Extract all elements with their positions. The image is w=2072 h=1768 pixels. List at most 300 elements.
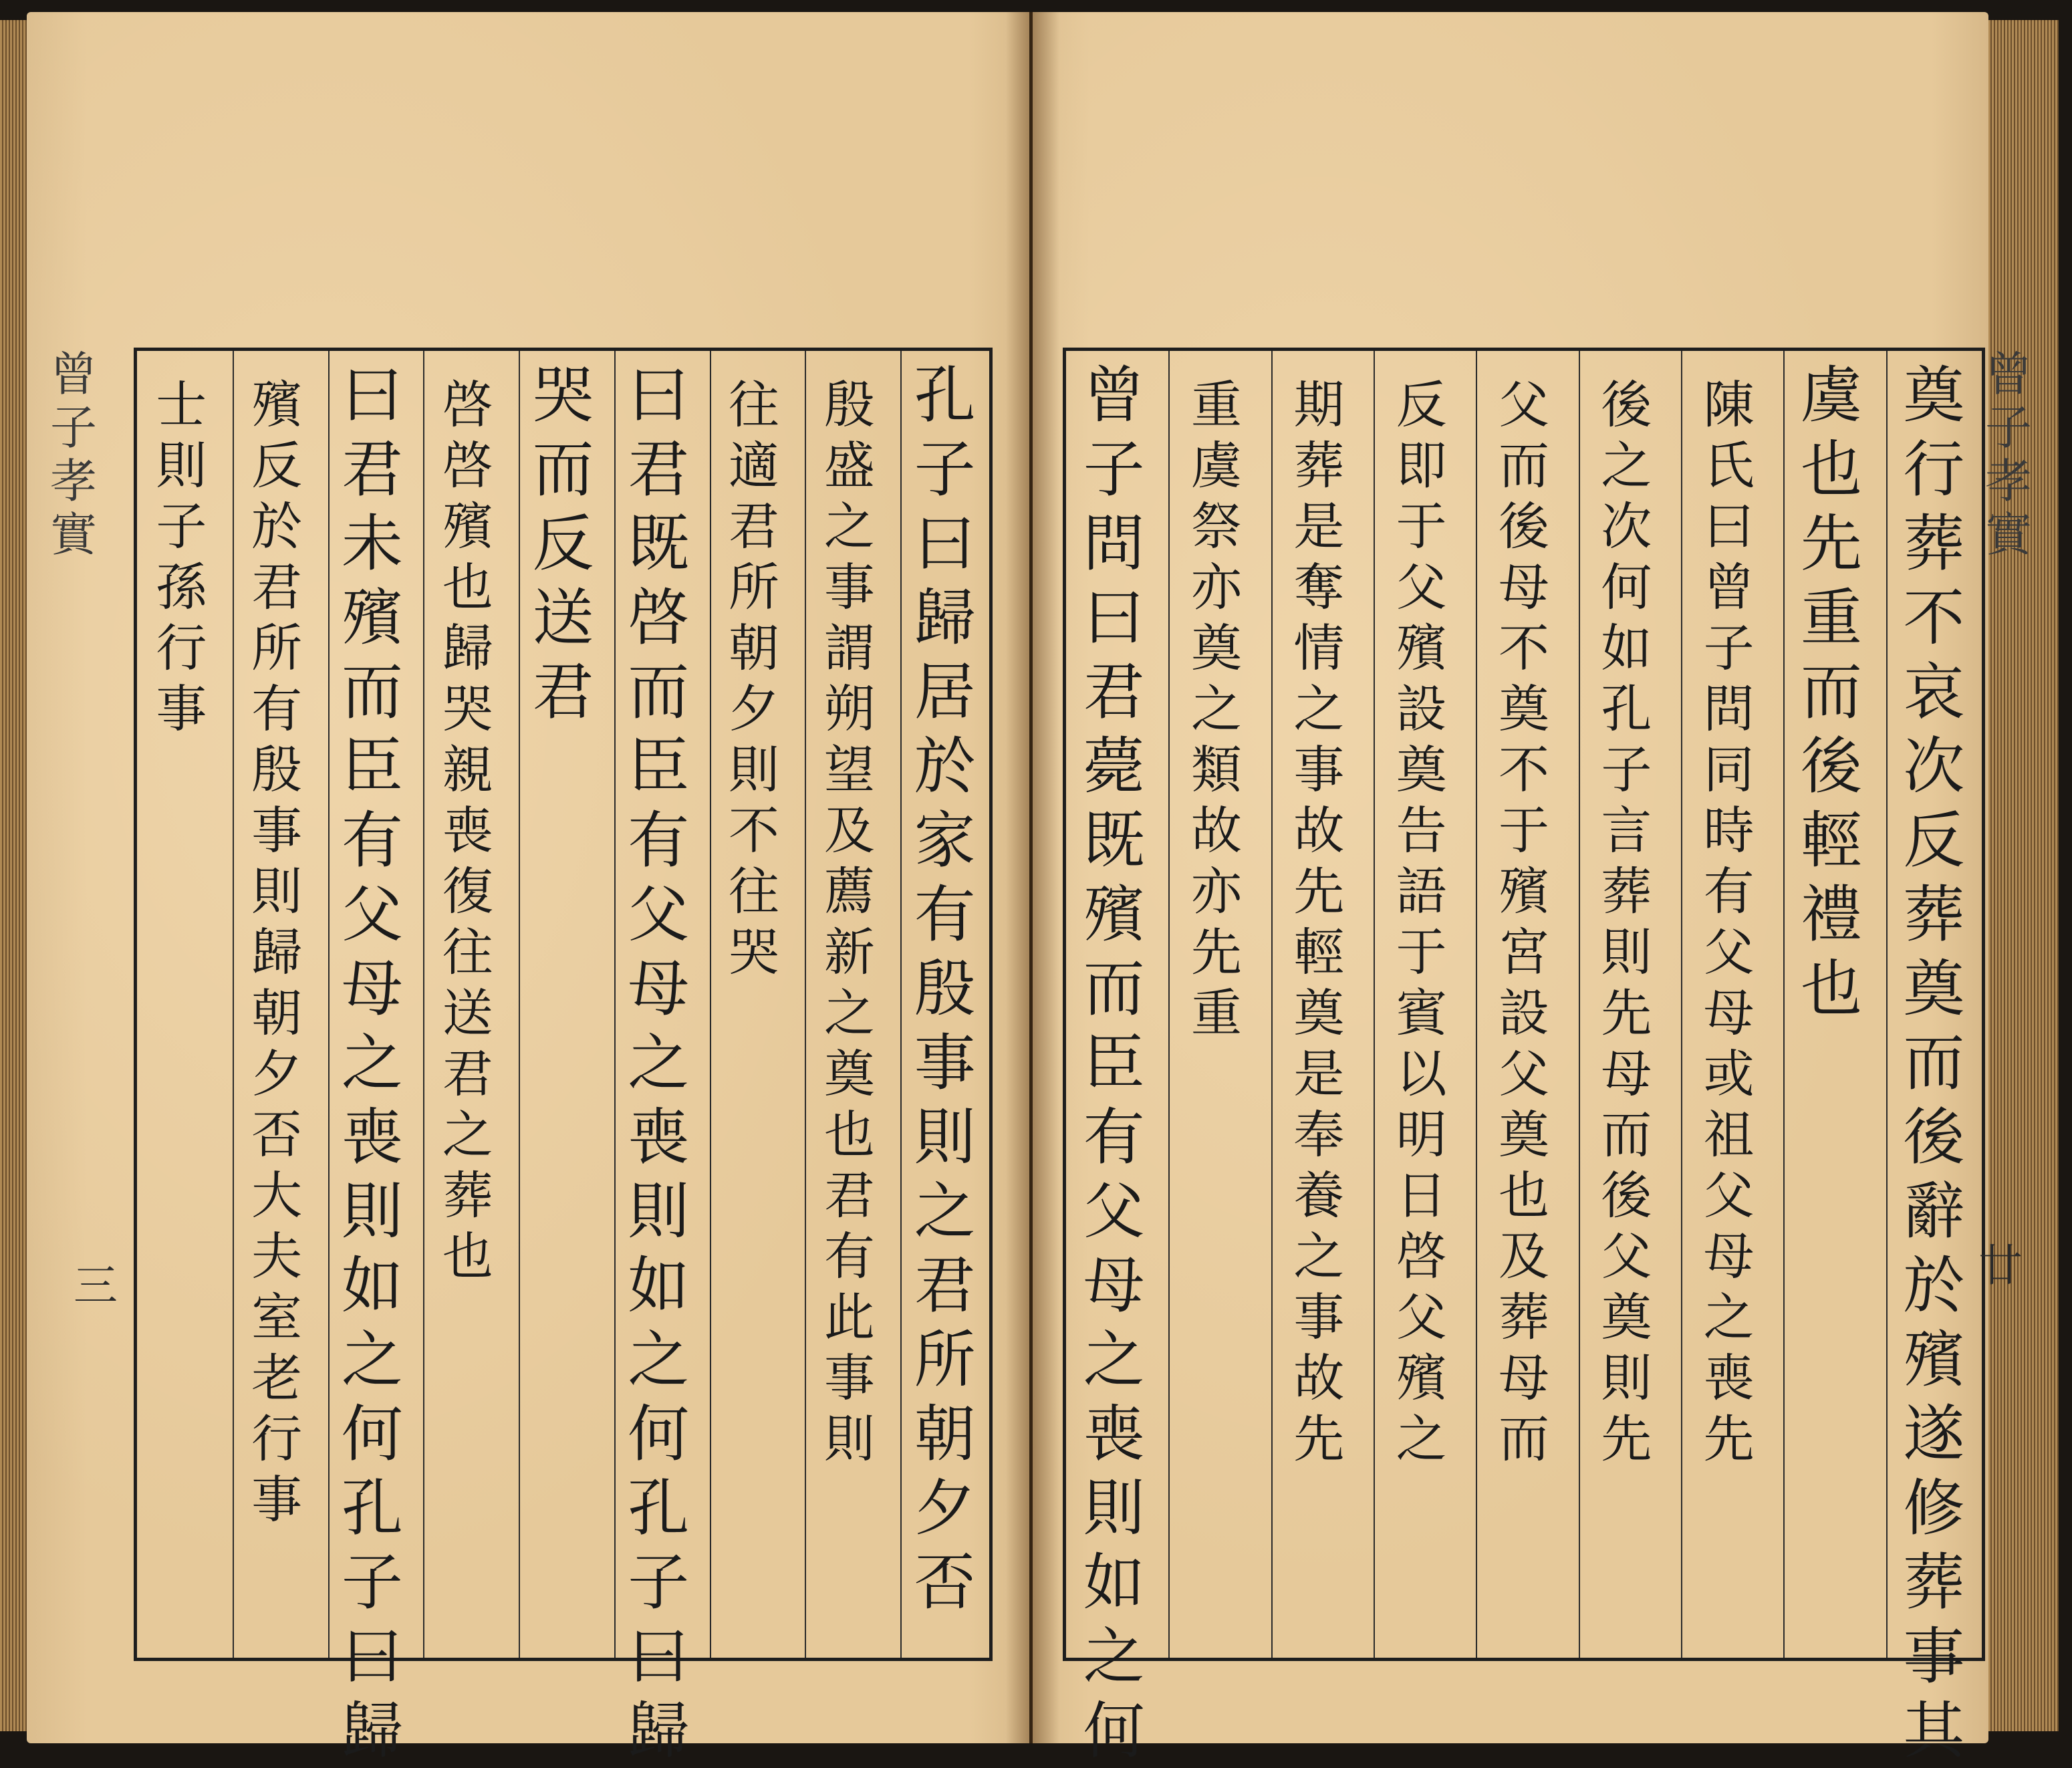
fold-glyph: 孝: [50, 454, 97, 509]
glyph: 期: [1293, 375, 1345, 434]
glyph: 設: [1498, 983, 1549, 1043]
text-column: [801, 374, 897, 1469]
glyph: 葬: [1293, 436, 1345, 495]
glyph: 子: [156, 497, 207, 556]
glyph: 祖: [1703, 1105, 1755, 1164]
glyph: 母: [1498, 557, 1549, 617]
glyph: 問: [1703, 679, 1755, 739]
glyph: 故: [1293, 1348, 1345, 1408]
glyph: 則: [1601, 1348, 1652, 1408]
glyph: 往: [442, 922, 493, 982]
glyph: 事: [251, 1470, 303, 1529]
glyph: 歸: [628, 1695, 690, 1767]
glyph: 奪: [1293, 557, 1345, 617]
glyph: 殯: [1396, 618, 1447, 678]
glyph: 亦: [1190, 557, 1242, 617]
glyph: 之: [1083, 1621, 1145, 1692]
glyph: 父: [341, 879, 403, 951]
glyph: 之: [1293, 1227, 1345, 1286]
right-fold-title: [1975, 348, 2042, 561]
glyph: 奉: [1293, 1105, 1345, 1164]
glyph: 之: [823, 497, 875, 556]
glyph: 子: [1703, 618, 1755, 678]
text-column: [1165, 374, 1267, 1043]
glyph: 望: [823, 740, 875, 799]
text-column: [897, 358, 993, 1620]
glyph: 殯: [341, 582, 403, 654]
glyph: 也: [442, 557, 493, 617]
glyph: 君: [628, 434, 690, 505]
glyph: 于: [1396, 922, 1447, 982]
glyph: 奠: [1903, 953, 1965, 1025]
fold-glyph: 孝: [1985, 454, 2032, 509]
right-fold-folio: 廿: [1978, 1240, 2023, 1291]
glyph: 新: [823, 922, 875, 982]
glyph: 辭: [1903, 1176, 1965, 1247]
glyph: 其: [1903, 1695, 1965, 1767]
glyph: 先: [1293, 862, 1345, 921]
glyph: 奠: [1498, 679, 1549, 739]
glyph: 殯: [1396, 1348, 1447, 1408]
glyph: 也: [1498, 1166, 1549, 1225]
glyph: 有: [628, 805, 690, 876]
glyph: 於: [914, 731, 976, 802]
glyph: 母: [1083, 1250, 1145, 1321]
glyph: 君: [532, 656, 594, 728]
glyph: 往: [729, 375, 780, 434]
glyph: 既: [1083, 805, 1145, 876]
glyph: 則: [251, 862, 303, 921]
glyph: 之: [1703, 1287, 1755, 1347]
glyph: 君: [442, 1044, 493, 1104]
glyph: 則: [729, 740, 780, 799]
glyph: 之: [1601, 436, 1652, 495]
glyph: 喪: [628, 1102, 690, 1173]
glyph: 葬: [1498, 1287, 1549, 1347]
glyph: 大: [251, 1166, 303, 1225]
glyph: 如: [1083, 1547, 1145, 1618]
glyph: 奠: [1601, 1287, 1652, 1347]
glyph: 反: [1396, 375, 1447, 434]
glyph: 如: [628, 1250, 690, 1321]
glyph: 殷: [914, 953, 976, 1025]
glyph: 既: [628, 508, 690, 580]
glyph: 如: [1601, 618, 1652, 678]
glyph: 虞: [1800, 360, 1862, 431]
glyph: 而: [628, 656, 690, 728]
glyph: 次: [1903, 731, 1965, 802]
glyph: 行: [156, 618, 207, 678]
glyph: 孔: [1601, 679, 1652, 739]
left-fold-title: [40, 348, 107, 561]
glyph: 葬: [442, 1166, 493, 1225]
glyph: 薨: [1083, 731, 1145, 802]
text-column: [325, 358, 420, 1768]
glyph: 而: [1800, 656, 1862, 728]
glyph: 何: [1083, 1695, 1145, 1767]
glyph: 送: [442, 983, 493, 1043]
glyph: 陳: [1703, 375, 1755, 434]
glyph: 之: [1396, 1409, 1447, 1469]
glyph: 重: [1190, 375, 1242, 434]
glyph: 歸: [914, 582, 976, 654]
glyph: 故: [1190, 801, 1242, 860]
glyph: 父: [1498, 375, 1549, 434]
glyph: 設: [1396, 679, 1447, 739]
glyph: 不: [729, 801, 780, 860]
glyph: 有: [1703, 862, 1755, 921]
glyph: 事: [1293, 1287, 1345, 1347]
glyph: 母: [1601, 1044, 1652, 1104]
glyph: 母: [1703, 1227, 1755, 1286]
glyph: 哀: [1903, 656, 1965, 728]
book-gutter: [1006, 12, 1059, 1743]
glyph: 父: [1703, 922, 1755, 982]
glyph: 否: [914, 1547, 976, 1618]
glyph: 行: [1903, 434, 1965, 505]
glyph: 哭: [729, 922, 780, 982]
glyph: 于: [1396, 497, 1447, 556]
glyph: 重: [1190, 983, 1242, 1043]
glyph: 事: [823, 1348, 875, 1408]
glyph: 居: [914, 656, 976, 728]
glyph: 君: [341, 434, 403, 505]
glyph: 修: [1903, 1473, 1965, 1544]
glyph: 有: [914, 879, 976, 951]
glyph: 奠: [1396, 740, 1447, 799]
glyph: 子: [1083, 434, 1145, 505]
glyph: 所: [251, 618, 303, 678]
glyph: 所: [729, 557, 780, 617]
glyph: 言: [1601, 801, 1652, 860]
glyph: 反: [532, 508, 594, 580]
glyph: 君: [251, 557, 303, 617]
glyph: 虞: [1190, 436, 1242, 495]
glyph: 葬: [1903, 508, 1965, 580]
glyph: 情: [1293, 618, 1345, 678]
glyph: 日: [1396, 1166, 1447, 1225]
glyph: 母: [341, 953, 403, 1025]
glyph: 先: [1703, 1409, 1755, 1469]
glyph: 喪: [341, 1102, 403, 1173]
text-column: [1883, 358, 1985, 1768]
text-column: [1063, 358, 1165, 1768]
glyph: 哭: [532, 360, 594, 431]
text-column: [1575, 374, 1678, 1469]
glyph: 啓: [442, 436, 493, 495]
text-column: [611, 358, 706, 1768]
glyph: 亦: [1190, 862, 1242, 921]
glyph: 反: [1903, 805, 1965, 876]
glyph: 有: [1083, 1102, 1145, 1173]
glyph: 之: [823, 983, 875, 1043]
glyph: 之: [1190, 679, 1242, 739]
glyph: 葬: [1903, 879, 1965, 951]
glyph: 喪: [1083, 1398, 1145, 1470]
glyph: 父: [1083, 1176, 1145, 1247]
fold-glyph: 子: [1985, 400, 2032, 455]
glyph: 啓: [1396, 1227, 1447, 1286]
glyph: 於: [251, 497, 303, 556]
glyph: 朝: [914, 1398, 976, 1470]
glyph: 後: [1601, 1166, 1652, 1225]
text-column: [134, 374, 229, 739]
glyph: 則: [1601, 922, 1652, 982]
glyph: 而: [1601, 1105, 1652, 1164]
glyph: 之: [442, 1105, 493, 1164]
glyph: 奠: [1190, 618, 1242, 678]
glyph: 曰: [1083, 582, 1145, 654]
glyph: 輕: [1293, 922, 1345, 982]
glyph: 事: [914, 1027, 976, 1099]
glyph: 曰: [914, 508, 976, 580]
glyph: 也: [1800, 434, 1862, 505]
text-column: [229, 374, 325, 1530]
glyph: 則: [341, 1176, 403, 1247]
glyph: 母: [628, 953, 690, 1025]
glyph: 殯: [1083, 879, 1145, 951]
glyph: 于: [1498, 801, 1549, 860]
glyph: 歸: [251, 922, 303, 982]
glyph: 啓: [442, 375, 493, 434]
glyph: 孫: [156, 557, 207, 617]
glyph: 盛: [823, 436, 875, 495]
right-page-edges: [1985, 20, 2059, 1731]
glyph: 不: [1903, 582, 1965, 654]
glyph: 曰: [628, 1621, 690, 1692]
text-column: [1472, 374, 1575, 1469]
glyph: 殯: [1903, 1324, 1965, 1396]
glyph: 先: [1293, 1409, 1345, 1469]
glyph: 曾: [1083, 360, 1145, 431]
glyph: 室: [251, 1287, 303, 1347]
glyph: 家: [914, 805, 976, 876]
glyph: 送: [532, 582, 594, 654]
glyph: 之: [914, 1176, 976, 1247]
glyph: 而: [341, 656, 403, 728]
glyph: 父: [1396, 1287, 1447, 1347]
glyph: 後: [1800, 731, 1862, 802]
glyph: 君: [914, 1250, 976, 1321]
glyph: 之: [341, 1324, 403, 1396]
glyph: 君: [729, 497, 780, 556]
glyph: 而: [1498, 436, 1549, 495]
glyph: 即: [1396, 436, 1447, 495]
glyph: 之: [628, 1027, 690, 1099]
glyph: 奠: [823, 1044, 875, 1104]
text-column: [420, 374, 515, 1287]
glyph: 也: [1800, 953, 1862, 1025]
fold-glyph: 曾: [1985, 347, 2032, 402]
glyph: 殷: [251, 740, 303, 799]
glyph: 曾: [1703, 557, 1755, 617]
glyph: 子: [914, 434, 976, 505]
glyph: 曰: [1703, 497, 1755, 556]
glyph: 先: [1601, 983, 1652, 1043]
glyph: 或: [1703, 1044, 1755, 1104]
glyph: 夕: [251, 1044, 303, 1104]
glyph: 殷: [823, 375, 875, 434]
glyph: 先: [1601, 1409, 1652, 1469]
glyph: 葬: [1903, 1547, 1965, 1618]
glyph: 孔: [628, 1473, 690, 1544]
glyph: 有: [251, 679, 303, 739]
glyph: 往: [729, 862, 780, 921]
text-column: [706, 374, 802, 983]
glyph: 事: [1903, 1621, 1965, 1692]
glyph: 有: [341, 805, 403, 876]
glyph: 子: [628, 1547, 690, 1618]
glyph: 母: [1498, 1348, 1549, 1408]
glyph: 曰: [628, 360, 690, 431]
glyph: 喪: [1703, 1348, 1755, 1408]
glyph: 事: [156, 679, 207, 739]
glyph: 以: [1396, 1044, 1447, 1104]
glyph: 告: [1396, 801, 1447, 860]
glyph: 重: [1800, 582, 1862, 654]
glyph: 之: [628, 1324, 690, 1396]
glyph: 如: [341, 1250, 403, 1321]
glyph: 也: [442, 1227, 493, 1286]
glyph: 奠: [1903, 360, 1965, 431]
glyph: 也: [823, 1105, 875, 1164]
glyph: 之: [341, 1027, 403, 1099]
fold-glyph: 實: [50, 507, 97, 562]
glyph: 是: [1293, 497, 1345, 556]
glyph: 父: [1703, 1166, 1755, 1225]
glyph: 父: [628, 879, 690, 951]
glyph: 父: [1498, 1044, 1549, 1104]
fold-glyph: 子: [50, 400, 97, 455]
glyph: 而: [1903, 1027, 1965, 1099]
text-column: [1370, 374, 1472, 1469]
glyph: 之: [1083, 1324, 1145, 1396]
fold-glyph: 曾: [50, 347, 97, 402]
text-column: [515, 358, 611, 729]
glyph: 殯: [1498, 862, 1549, 921]
glyph: 而: [1498, 1409, 1549, 1469]
glyph: 何: [1601, 557, 1652, 617]
glyph: 先: [1800, 508, 1862, 580]
glyph: 臣: [341, 731, 403, 802]
glyph: 行: [251, 1409, 303, 1469]
glyph: 不: [1498, 740, 1549, 799]
glyph: 母: [1703, 983, 1755, 1043]
glyph: 歸: [341, 1695, 403, 1767]
fold-glyph: 實: [1985, 507, 2032, 562]
glyph: 士: [156, 375, 207, 434]
glyph: 曰: [341, 360, 403, 431]
glyph: 養: [1293, 1166, 1345, 1225]
left-fold-folio: 三: [74, 1260, 118, 1311]
text-column: [1780, 358, 1882, 1026]
glyph: 問: [1083, 508, 1145, 580]
glyph: 親: [442, 740, 493, 799]
glyph: 則: [1083, 1473, 1145, 1544]
glyph: 祭: [1190, 497, 1242, 556]
glyph: 是: [1293, 1044, 1345, 1104]
glyph: 奠: [1498, 1105, 1549, 1164]
glyph: 未: [341, 508, 403, 580]
glyph: 孔: [341, 1473, 403, 1544]
glyph: 啓: [628, 582, 690, 654]
glyph: 之: [1293, 679, 1345, 739]
glyph: 老: [251, 1348, 303, 1408]
glyph: 宮: [1498, 922, 1549, 982]
glyph: 禮: [1800, 879, 1862, 951]
glyph: 子: [1601, 740, 1652, 799]
glyph: 適: [729, 436, 780, 495]
glyph: 及: [1498, 1227, 1549, 1286]
glyph: 復: [442, 862, 493, 921]
glyph: 所: [914, 1324, 976, 1396]
glyph: 類: [1190, 740, 1242, 799]
glyph: 同: [1703, 740, 1755, 799]
glyph: 父: [1601, 1227, 1652, 1286]
glyph: 後: [1601, 375, 1652, 434]
glyph: 歸: [442, 618, 493, 678]
glyph: 君: [1083, 656, 1145, 728]
glyph: 時: [1703, 801, 1755, 860]
glyph: 哭: [442, 679, 493, 739]
glyph: 事: [1293, 740, 1345, 799]
glyph: 而: [1083, 953, 1145, 1025]
glyph: 臣: [1083, 1027, 1145, 1099]
glyph: 於: [1903, 1250, 1965, 1321]
glyph: 事: [823, 557, 875, 617]
glyph: 輕: [1800, 805, 1862, 876]
glyph: 後: [1498, 497, 1549, 556]
glyph: 朔: [823, 679, 875, 739]
glyph: 朝: [729, 618, 780, 678]
glyph: 則: [628, 1176, 690, 1247]
glyph: 何: [628, 1398, 690, 1470]
glyph: 此: [823, 1287, 875, 1347]
glyph: 後: [1903, 1102, 1965, 1173]
glyph: 夕: [914, 1473, 976, 1544]
glyph: 氏: [1703, 436, 1755, 495]
glyph: 而: [532, 434, 594, 505]
glyph: 夫: [251, 1227, 303, 1286]
glyph: 遂: [1903, 1398, 1965, 1470]
glyph: 事: [251, 801, 303, 860]
glyph: 殯: [251, 375, 303, 434]
glyph: 反: [251, 436, 303, 495]
glyph: 何: [341, 1398, 403, 1470]
text-column: [1678, 374, 1780, 1469]
glyph: 先: [1190, 922, 1242, 982]
glyph: 喪: [442, 801, 493, 860]
text-column: [1268, 374, 1370, 1469]
glyph: 曰: [341, 1621, 403, 1692]
glyph: 語: [1396, 862, 1447, 921]
glyph: 殯: [442, 497, 493, 556]
glyph: 朝: [251, 983, 303, 1043]
glyph: 及: [823, 801, 875, 860]
glyph: 子: [341, 1547, 403, 1618]
glyph: 葬: [1601, 862, 1652, 921]
glyph: 謂: [823, 618, 875, 678]
glyph: 夕: [729, 679, 780, 739]
glyph: 次: [1601, 497, 1652, 556]
glyph: 則: [156, 436, 207, 495]
glyph: 故: [1293, 801, 1345, 860]
glyph: 明: [1396, 1105, 1447, 1164]
glyph: 臣: [628, 731, 690, 802]
glyph: 否: [251, 1105, 303, 1164]
glyph: 有: [823, 1227, 875, 1286]
glyph: 孔: [914, 360, 976, 431]
